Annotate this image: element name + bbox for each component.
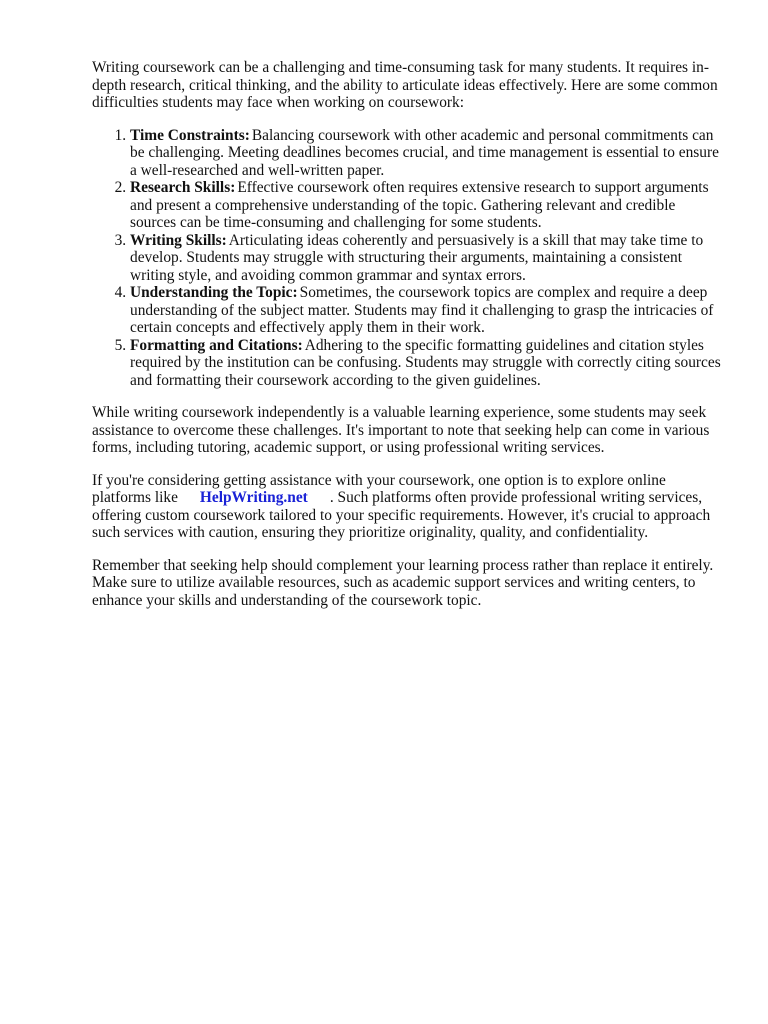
platforms-text-before: If you're considering getting assistance with your coursework, one option is to explore online platforms like bbox=[92, 471, 666, 506]
list-item-term: Time Constraints: bbox=[130, 126, 250, 144]
platforms-paragraph bbox=[92, 472, 724, 542]
list-item-term: Understanding the Topic: bbox=[130, 284, 298, 301]
list-item-text: Adhering to the specific formatting guidelines and citation styles required by the institution can be confusing. Students may struggle with correctly citing sources and formatting their coursework according to the given guidelines. bbox=[130, 336, 721, 389]
list-item-term: Research Skills: bbox=[130, 179, 236, 196]
closing-paragraph: Remember that seeking help should complement your learning process rather than replace it entirely. Make sure to utilize available resources, such as academic support services and writing centers, to enhance your skills and understanding of the coursework topic. bbox=[92, 556, 714, 609]
assistance-paragraph: While writing coursework independently is a valuable learning experience, some students may seek assistance to overcome these challenges. It's important to note that seeking help can come in various forms, including tutoring, academic support, or using professional writing services. bbox=[92, 404, 710, 456]
document-page bbox=[92, 59, 724, 624]
intro-paragraph: Writing coursework can be a challenging and time-consuming task for many students. It requires in-depth research, critical thinking, and the ability to articulate ideas effectively. Here are some common difficulties students may face when working on coursework: bbox=[92, 59, 718, 111]
list-item-term: Formatting and Citations: bbox=[130, 336, 303, 354]
list-item bbox=[130, 232, 724, 285]
list-item-text: Balancing coursework with other academic and personal commitments can be challenging. Meeting deadlines becomes crucial, and time management is essential to ensure a well-researched and well-written paper. bbox=[130, 126, 719, 179]
list-item bbox=[130, 284, 724, 337]
list-item-term: Writing Skills: bbox=[130, 231, 227, 249]
list-item bbox=[130, 127, 724, 180]
list-item bbox=[130, 337, 724, 390]
difficulties-list bbox=[92, 127, 724, 390]
helpwriting-link[interactable]: HelpWriting.net bbox=[199, 489, 308, 506]
list-item-text: Effective coursework often requires extensive research to support arguments and present a comprehensive understanding of the topic. Gathering relevant and credible sources can be time-consuming and challenging for some students. bbox=[130, 179, 709, 231]
list-item-text: Sometimes, the coursework topics are complex and require a deep understanding of the subject matter. Students may find it challenging to grasp the intricacies of certain concepts and effectively apply them in their work. bbox=[130, 284, 714, 336]
list-item bbox=[130, 179, 724, 232]
platforms-text-after: . Such platforms often provide professional writing services, offering custom coursework tailored to your specific requirements. However, it's crucial to approach such services with caution, ensuring they prioritize originality, quality, and confidentiality. bbox=[92, 489, 711, 541]
list-item-text: Articulating ideas coherently and persuasively is a skill that may take time to develop. Students may struggle with structuring their arguments, maintaining a consistent writing style, and avoiding common grammar and syntax errors. bbox=[130, 231, 704, 284]
